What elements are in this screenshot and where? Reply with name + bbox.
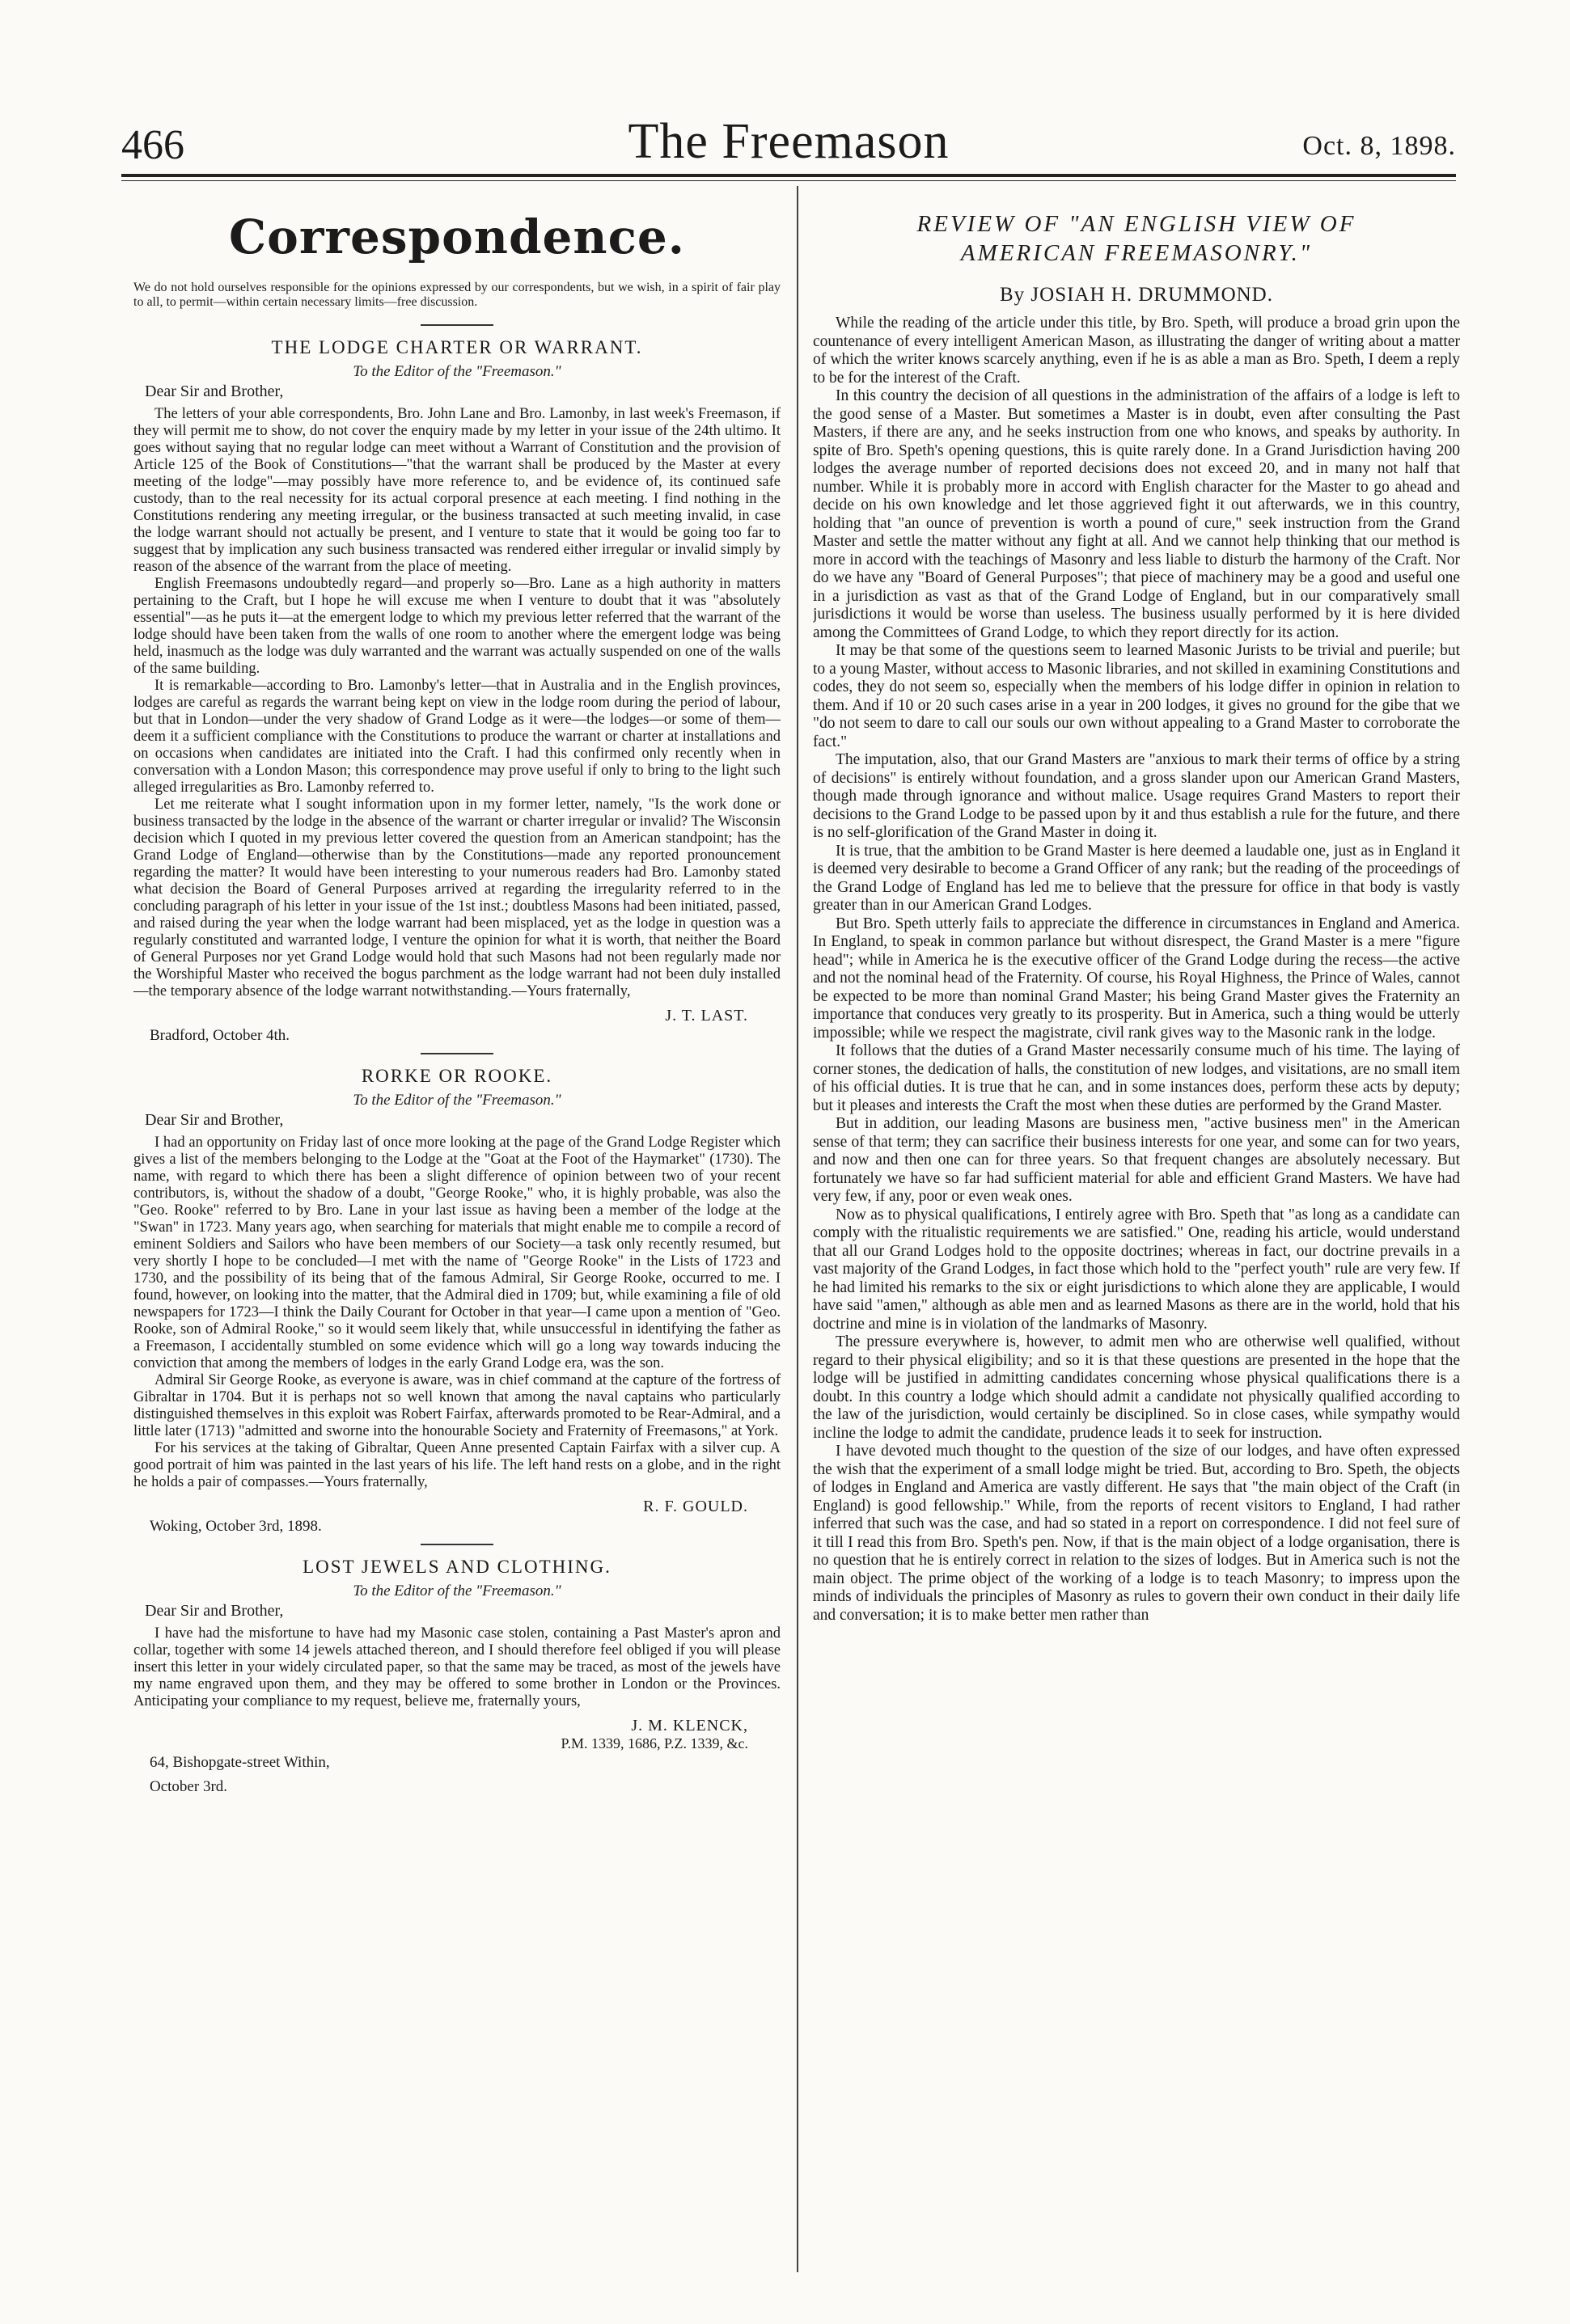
place-date: Bradford, October 4th. xyxy=(150,1027,290,1044)
byline: By JOSIAH H. DRUMMOND. xyxy=(999,284,1273,306)
addressee: To the Editor of the "Freemason." xyxy=(353,363,561,380)
letter-lost-jewels xyxy=(133,1557,781,1796)
right-column xyxy=(813,198,1460,2309)
letter-lodge-charter xyxy=(133,337,781,1045)
place: 64, Bishopgate-street Within, xyxy=(150,1754,330,1771)
paragraph: I had an opportunity on Friday last of once more looking at the page of the Grand Lodge Register which gives a list of the members belonging to the Lodge at the "Goat at the Foot of the Haymarket" (1730). The name, with regard to which there has been a slight difference of opinion between two of your recent contributors, is, without the shadow of a doubt, "George Rooke," who, it is highly probable, was also the "Geo. Rooke" referred to by Bro. Lane in your last issue as having been a member of the lodge at the "Swan" in 1723. Many years ago, when searching for materials that might enable me to compile a record of eminent Soldiers and Sailors who have been members of our Society—a task only recently resumed, but very shortly I hope to be concluded—I met with the name of "George Rooke" in the Lists of 1723 and 1730, and the possibility of its being that of the famous Admiral, Sir George Rooke, occurred to me. I found, however, on looking into the matter, that the Admiral died in 1709; but, while examining a file of old newspapers for 1723—I think the Daily Courant for October in that year—I came upon a mention of "Geo. Rooke, son of Admiral Rooke," so it would seem likely that, while unsuccessful in identifying the father as a Freemason, I accidentally stumbled on some evidence which will go a long way towards inducing the conviction that among the members of lodges in the early Grand Lodge era, was the son. xyxy=(133,1135,781,1371)
header-rule-thin xyxy=(121,180,1456,181)
paragraph: It follows that the duties of a Grand Master necessarily consume much of his time. The laying of corner stones, the dedication of halls, the constitution of new lodges, and visitations, are no small item of his official duties. It is true that he can, and in some instances does, perform these acts by deputy; but it pleases and interests the Craft the most when these duties are performed by the Grand Master. xyxy=(813,1042,1460,1114)
review-title-line-1: REVIEW OF "AN ENGLISH VIEW OF xyxy=(916,211,1356,237)
paragraph: Now as to physical qualifications, I entirely agree with Bro. Speth that "as long as a candidate can comply with the ritualistic requirements we are satisfied." One, reading his article, would understand that all our Grand Lodges hold to the opposite doctrines; whereas in fact, our doctrine prevails in a vast majority of the Grand Lodges, in fact those which hold to the "perfect youth" rule are very few. If he had limited his remarks to the six or eight jurisdictions to which alone they are applicable, I would have said "amen," although as able men and as learned Masons as there are in the world, hold that his doctrine and mine is in violation of the landmarks of Masonry. xyxy=(813,1206,1460,1333)
signature-detail: P.M. 1339, 1686, P.Z. 1339, &c. xyxy=(561,1735,748,1751)
article-title: LOST JEWELS AND CLOTHING. xyxy=(303,1557,611,1577)
paragraph: The pressure everywhere is, however, to admit men who are otherwise well qualified, without regard to their physical eligibility; and so it is that these questions are presented in the hope that the lodge will be justified in admitting candidates concerning whose physical qualifications there is a doubt. In this country a lodge which should admit a candidate not physically qualified according to the law of the jurisdiction, would certainly be disciplined. So in close cases, while sympathy would incline the lodge to admit the candidate, prudence leads it to seek for instruction. xyxy=(813,1333,1460,1442)
salutation: Dear Sir and Brother, xyxy=(145,1602,284,1620)
department-heading: Correspondence. xyxy=(229,209,685,264)
place-date: Woking, October 3rd, 1898. xyxy=(150,1518,322,1535)
paragraph: I have devoted much thought to the question of the size of our lodges, and have often expressed the wish that the experiment of a small lodge might be tried. But, according to Bro. Speth, the objects of lodges in England and America are vastly different. He says that "the main object of the Craft (in England) is good fellowship." While, from the reports of recent visitors to England, I had rather inferred that such was the case, and had so stated in a report on correspondence. I did not feel sure of it till I read this from Bro. Speth's pen. Now, if that is the main object of a lodge organisation, there is no question that he is entirely correct in relation to the sizes of lodges. But in America such is not the main object. The prime object of the working of a lodge is to teach Masonry; to impress upon the minds of individuals the principles of Masonry as rules to govern their own conduct in their daily life and conversation; it is to make better men rather than xyxy=(813,1443,1460,1624)
paragraph: Let me reiterate what I sought information upon in my former letter, namely, "Is the work done or business transacted by the lodge in the absence of the warrant or charter irregular or invalid? The Wisconsin decision which I quoted in my previous letter covered the question from an American standpoint; has the Grand Lodge of England—otherwise than by the Constitutions—made any reported pronouncement regarding the matter? It would have been interesting to your numerous readers had Bro. Lamonby stated what decision the Board of General Purposes arrived at regarding the irregularity referred to in the concluding paragraph of his letter in your issue of the 1st inst.; doubtless Masons had been initiated, passed, and raised during the year when the lodge warrant had been misplaced, yet as the lodge in question was a regularly constituted and warranted lodge, I venture the opinion for what it is worth, that neither the Board of General Purposes nor yet Grand Lodge would hold that such Masons had not been regularly made nor the Worshipful Master who received the bogus parchment as the lodge warrant had not been duly installed—the temporary absence of the lodge warrant notwithstanding.—Yours fraternally, xyxy=(133,796,781,999)
addressee: To the Editor of the "Freemason." xyxy=(353,1092,561,1109)
paragraph: Admiral Sir George Rooke, as everyone is aware, was in chief command at the capture of the fortress of Gibraltar in 1704. But it is perhaps not so well known that among the naval captains who particularly distinguished themselves in this exploit was Robert Fairfax, afterwards promoted to be Rear-Admiral, and a little later (1713) "admitted and sworne into the honourable Society and Fraternity of Freemasons," at York. xyxy=(133,1372,781,1439)
section-divider xyxy=(421,324,493,326)
letter-rorke-rooke xyxy=(133,1066,781,1536)
editorial-disclaimer: We do not hold ourselves responsible for the opinions expressed by our correspondents, but we wish, in a spirit of fair play to all, to permit—within certain necessary limits—free discussion. xyxy=(133,281,781,309)
signature: J. T. LAST. xyxy=(665,1007,748,1025)
review-title-line-2: AMERICAN FREEMASONRY." xyxy=(960,240,1313,266)
paragraph: It is true, that the ambition to be Grand Master is here deemed a laudable one, just as in England it is deemed very desirable to become a Grand Officer of any rank; but the reading of the proceedings of the Grand Lodge of England has led me to believe that the pressure for office in that body is vastly greater than in our American Grand Lodges. xyxy=(813,842,1460,914)
header-rule xyxy=(121,174,1456,177)
section-divider xyxy=(421,1544,493,1545)
addressee: To the Editor of the "Freemason." xyxy=(353,1582,561,1599)
article-title: RORKE OR ROOKE. xyxy=(361,1066,553,1086)
issue-date: Oct. 8, 1898. xyxy=(1302,131,1456,161)
left-column xyxy=(133,198,781,2268)
signature: J. M. KLENCK, xyxy=(631,1717,748,1735)
paragraph: But in addition, our leading Masons are business men, "active business men" in the American sense of that term; they can sacrifice their business interests for one year, and some can for two years, and now and then one can for three years. So that frequent changes are absolutely necessary. But fortunately we have so far had sufficient material for able and efficient Grand Masters. We have had very few, if any, poor or even weak ones. xyxy=(813,1115,1460,1205)
paragraph: I have had the misfortune to have had my Masonic case stolen, containing a Past Master's apron and collar, together with some 14 jewels attached thereon, and I should therefore feel obliged if you will please insert this letter in your widely circulated paper, so that the same may be traced, as most of the jewels have my name engraved upon them, and they may be offered to some brother in London or the Provinces. Anticipating your compliance to my request, believe me, fraternally yours, xyxy=(133,1625,781,1709)
article-title: THE LODGE CHARTER OR WARRANT. xyxy=(271,337,643,357)
salutation: Dear Sir and Brother, xyxy=(145,382,284,400)
paragraph: In this country the decision of all questions in the administration of the affairs of a lodge is left to the good sense of a Master. But sometimes a Master is in doubt, even after consulting the Past Masters, if there are any, and he seeks instruction from one who knows, and speaks by authority. In spite of Bro. Speth's opening questions, this is quite rarely done. In a Grand Jurisdiction having 200 lodges the average number of reported decisions does not exceed 20, and in many not half that number. While it is probably more in accord with English character for the Master to go ahead and decide on his own knowledge and let those aggrieved fight it out afterwards, we in this country, holding that "an ounce of prevention is worth a pound of cure," seek instruction from the Grand Master and settle the matter without any fight at all. And we cannot help thinking that our method is more in accord with the teachings of Masonry and less liable to disturb the harmony of the Craft. Nor do we have any "Board of General Purposes"; that piece of machinery may be a good and useful one in a jurisdiction as vast as that of the Grand Lodge of England, but in our comparatively small jurisdictions it would be worse than useless. The business usually performed by it is here divided among the Committees of Grand Lodge, to which they report directly for its action. xyxy=(813,387,1460,641)
paragraph: It is remarkable—according to Bro. Lamonby's letter—that in Australia and in the English provinces, lodges are careful as regards the warrant being kept on view in the lodge room during the period of labour, but that in London—under the very shadow of Grand Lodge as it were—the lodges—or some of them—deem it a sufficient compliance with the Constitutions to produce the warrant or charter at installations and on occasions when candidates are initiated into the Craft. I had this confirmed only recently when in conversation with a London Mason; this correspondence may prove useful if only to bring to the light such alleged irregularities as Bro. Lamonby referred to. xyxy=(133,678,781,796)
review-title xyxy=(813,209,1460,268)
signature: R. F. GOULD. xyxy=(643,1498,748,1515)
paragraph: The imputation, also, that our Grand Masters are "anxious to mark their terms of office by a string of decisions" is entirely without foundation, and a gross slander upon our American Grand Masters, though made through ignorance and without malice. Usage requires Grand Masters to report their decisions to the Grand Lodge to be passed upon by it and thus establish a rule for the future, and there is no self-glorification of the Grand Master in doing it. xyxy=(813,751,1460,841)
section-divider xyxy=(421,1053,493,1054)
masthead: The Freemason xyxy=(628,114,950,169)
paragraph: English Freemasons undoubtedly regard—and properly so—Bro. Lane as a high authority in matters pertaining to the Craft, but I hope he will excuse me when I venture to doubt that it was "absolutely essential"—as he puts it—at the emergent lodge to which my previous letter referred that the warrant of the lodge should have been taken from the walls of one room to another where the emergent lodge was being held, inasmuch as the lodge was duly warranted and the warrant was actually suspended on one of the walls of the same building. xyxy=(133,576,781,677)
paragraph: But Bro. Speth utterly fails to appreciate the difference in circumstances in England and America. In England, to speak in common parlance but without disrespect, the Grand Master is a mere "figure head"; while in America he is the executive officer of the Grand Lodge during the recess—the active and not the nominal head of the Fraternity. Of course, his Royal Highness, the Prince of Wales, cannot be expected to be more than nominal Grand Master; his being Grand Master gives the Fraternity an importance that conduces very greatly to its prosperity. But in America, such a thing would be utterly impossible; while we respect the magistrate, civil rank gives way to the Masonic rank in the lodge. xyxy=(813,915,1460,1042)
paragraph: While the reading of the article under this title, by Bro. Speth, will produce a broad grin upon the countenance of every intelligent American Mason, as illustrating the danger of writing about a matter of which the writer knows scarcely anything, even if he is as able a man as Bro. Speth, I deem a reply to be for the interest of the Craft. xyxy=(813,315,1460,387)
paragraph: The letters of your able correspondents, Bro. John Lane and Bro. Lamonby, in last week's Freemason, if they will permit me to show, do not cover the enquiry made by my letter in your issue of the 24th ultimo. It goes without saying that no regular lodge can meet without a Warrant of Constitution and the provision of Article 125 of the Book of Constitutions—"that the warrant shall be produced by the Master at every meeting of the lodge"—may possibly have more reference to, and be evidence of, its continued safe custody, than to the real necessity for its actual corporal presence at each meeting. I find nothing in the Constitutions rendering any meeting irregular, or the business transacted at such meeting invalid, in case the lodge warrant should not actually be present, and I venture to state that it would be going too far to suggest that by implication any such business transacted was rendered either irregular or invalid simply by reason of the absence of the warrant from the place of meeting. xyxy=(133,406,781,575)
date-line: October 3rd. xyxy=(150,1778,228,1795)
paragraph: For his services at the taking of Gibraltar, Queen Anne presented Captain Fairfax with a silver cup. A good portrait of him was painted in the last years of his life. The left hand rests on a globe, and in the right he holds a pair of compasses.—Yours fraternally, xyxy=(133,1440,781,1490)
paragraph: It may be that some of the questions seem to learned Masonic Jurists to be trivial and puerile; but to a young Master, without access to Masonic libraries, and not skilled in examining Constitutions and codes, they do not seem so, especially when the members of his lodge differ in opinion in relation to them. And if 10 or 20 such cases arise in a year in 200 lodges, it gives no ground for the gibe that we "do not seem to dare to call our souls our own without appealing to a Grand Master to corroborate the fact." xyxy=(813,642,1460,750)
salutation: Dear Sir and Brother, xyxy=(145,1111,284,1129)
column-divider xyxy=(797,186,798,2272)
page-number: 466 xyxy=(121,122,184,168)
page-header xyxy=(121,113,1456,178)
